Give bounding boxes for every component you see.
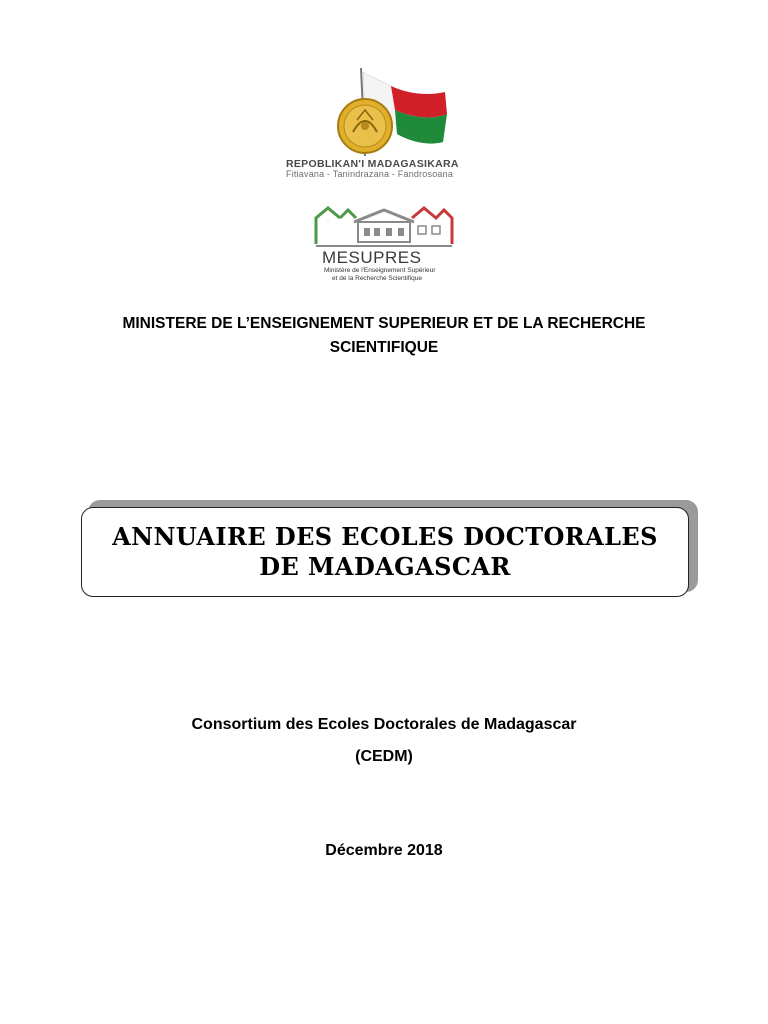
emblem-title: REPOBLIKAN'I MADAGASIKARA [286, 158, 459, 170]
emblem-motto: Fitiavana - Tanindrazana - Fandrosoana [286, 169, 454, 179]
title-line2: DE MADAGASCAR [259, 552, 511, 581]
consortium-acronym: (CEDM) [355, 748, 413, 765]
mesupres-subtitle-line2: et de la Recherche Scientifique [332, 275, 422, 282]
ministry-line2: SCIENTIFIQUE [329, 339, 439, 356]
mesupres-name: MESUPRES [322, 248, 422, 267]
consortium-name: Consortium des Ecoles Doctorales de Madagascar [191, 716, 577, 733]
ministry-line1: MINISTERE DE L’ENSEIGNEMENT SUPERIEUR ET DE LA RECHERCHE [122, 315, 646, 332]
flag-seal-icon [283, 66, 503, 158]
title-box [81, 507, 689, 597]
document-date: Décembre 2018 [325, 842, 443, 859]
ministry-heading [80, 312, 688, 360]
mesupres-subtitle-line1: Ministère de l'Enseignement Supérieur [324, 267, 436, 274]
title-line1: ANNUAIRE DES ECOLES DOCTORALES [112, 522, 658, 551]
republic-emblem [283, 66, 503, 180]
buildings-icon [314, 204, 454, 250]
mesupres-logo [314, 204, 454, 290]
